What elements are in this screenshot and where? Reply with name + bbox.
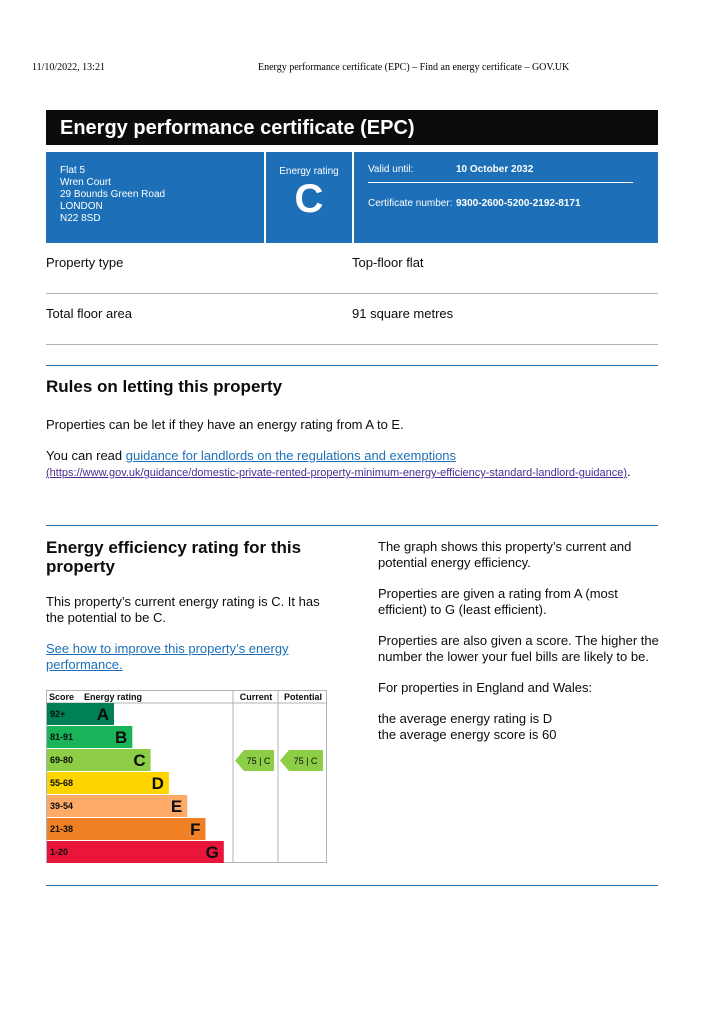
landlord-guidance-url[interactable]: (https://www.gov.uk/guidance/domestic-private-rented-property-minimum-energy-efficiency-standard-landlord-guidance): [46, 467, 628, 479]
score-band-label: 92+: [50, 709, 66, 719]
current-rating-label: 75 | C: [246, 756, 271, 766]
rating-band-letter: C: [133, 751, 146, 770]
letting-heading: Rules on letting this property: [46, 377, 283, 396]
rating-band-bar: [78, 841, 224, 863]
address-line: 29 Bounds Green Road: [60, 189, 166, 200]
page-title: Energy performance certificate (EPC): [46, 110, 658, 145]
rating-band-letter: A: [96, 705, 109, 724]
energy-rating-chart: [46, 690, 328, 864]
potential-rating-label: 75 | C: [293, 756, 318, 766]
energy-rating-cell: [266, 152, 352, 243]
chart-header-potential: Potential: [283, 692, 323, 702]
summary-row-property-type: [46, 243, 658, 294]
valid-until-label: Valid until:: [368, 164, 414, 175]
energy-rating-label: Energy rating: [279, 166, 339, 177]
chart-header-current: Current: [239, 692, 273, 702]
efficiency-heading: Energy efficiency rating for this property: [46, 538, 302, 576]
chart-header-energy-rating: Energy rating: [84, 692, 143, 702]
explanation-paragraph: Properties are also given a score. The higher the number the lower your fuel bills are likely to be.: [378, 633, 659, 664]
print-title: Energy performance certificate (EPC) – Find an energy certificate – GOV.UK: [258, 62, 570, 73]
section-divider: [46, 885, 658, 886]
score-band-label: 69-80: [50, 755, 74, 765]
address-line: Wren Court: [60, 177, 111, 188]
score-band-label: 39-54: [50, 801, 74, 811]
chart-markers: [235, 750, 323, 771]
address-line: Flat 5: [60, 165, 86, 176]
certificate-summary-box: [46, 152, 658, 243]
rating-band-letter: D: [151, 774, 164, 793]
rating-band-letter: F: [190, 820, 201, 839]
chart-bands: [47, 703, 224, 863]
address-line: LONDON: [60, 201, 103, 212]
guidance-prefix: You can read: [46, 448, 126, 463]
rating-band-letter: B: [115, 728, 128, 747]
section-divider: [46, 525, 658, 526]
property-address: [46, 152, 264, 243]
score-band-label: 81-91: [50, 732, 74, 742]
letting-guidance-paragraph: [46, 448, 636, 481]
valid-until-value: 10 October 2032: [456, 164, 534, 175]
energy-rating-letter: C: [294, 177, 324, 221]
summary-row-floor-area: [46, 294, 658, 345]
average-rating-line: the average energy rating is D: [378, 711, 553, 726]
rating-band-letter: E: [170, 797, 183, 816]
explanation-paragraph: For properties in England and Wales:: [378, 680, 593, 695]
guidance-suffix: .: [627, 464, 631, 479]
address-line: N22 8SD: [60, 213, 101, 224]
summary-value: Top-floor flat: [352, 255, 424, 270]
certificate-number-value: 9300-2600-5200-2192-8171: [456, 198, 581, 209]
rating-band-letter: G: [205, 843, 219, 862]
summary-label: Property type: [46, 255, 124, 270]
score-band-label: 21-38: [50, 824, 74, 834]
valid-until-row: [368, 164, 633, 183]
efficiency-explanation: [378, 539, 668, 743]
letting-paragraph: Properties can be let if they have an energy rating from A to E.: [46, 417, 404, 432]
certificate-number-label: Certificate number:: [368, 198, 453, 209]
chart-header-score: Score: [49, 692, 75, 702]
explanation-paragraph: The graph shows this property’s current and potential energy efficiency.: [378, 539, 632, 570]
landlord-guidance-link[interactable]: guidance for landlords on the regulations and exemptions: [125, 448, 457, 463]
certificate-number-row: [368, 198, 644, 209]
explanation-paragraph: Properties are given a rating from A (most efficient) to G (least efficient).: [378, 586, 618, 617]
score-band-label: 55-68: [50, 778, 74, 788]
average-score-line: the average energy score is 60: [378, 727, 557, 742]
section-divider: [46, 365, 658, 366]
summary-value: 91 square metres: [352, 306, 454, 321]
average-ratings: [378, 711, 668, 743]
validity-cell: [354, 152, 658, 243]
improve-performance-link[interactable]: See how to improve this property’s energy performance.: [46, 641, 289, 672]
rating-band-bar: [78, 818, 206, 840]
score-band-label: 1-20: [50, 847, 69, 857]
efficiency-paragraph: This property’s current energy rating is C. It has the potential to be C.: [46, 594, 320, 625]
print-date: 11/10/2022, 13:21: [32, 62, 105, 73]
summary-label: Total floor area: [46, 306, 132, 321]
